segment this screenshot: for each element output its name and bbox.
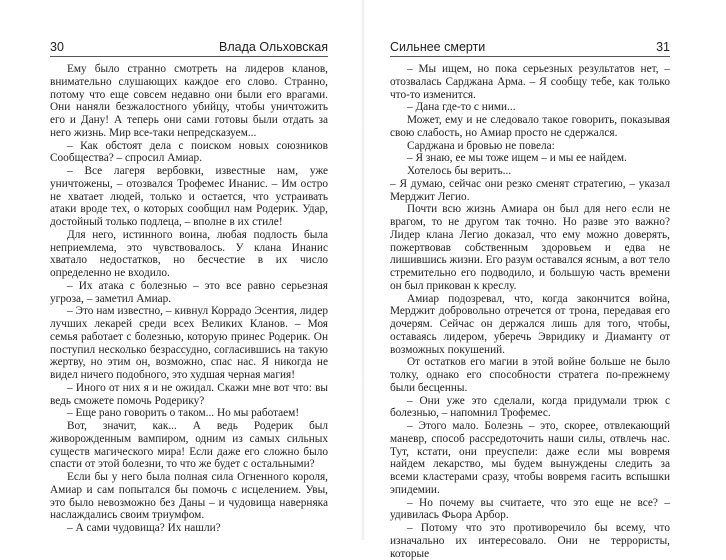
- left-page: [0, 0, 363, 540]
- paragraph: Может, ему и не следовало такое говорить, показывая свою слабость, но Амиар просто не сдержался.: [390, 114, 670, 139]
- paragraph: – А сами чудовища? Их нашли?: [67, 522, 221, 534]
- paragraph: – Еще рано говорить о таком... Но мы работаем!: [67, 407, 300, 420]
- paragraph: Ему было странно смотреть на лидеров кланов, внимательно слушающих каждое его слово. Странно, потому что еще совсем недавно они были его врагами. Они наняли безжалостного убийцу, чтобы уничтожить его и Дану! А теперь они сами готовы были отдать за него жизнь. Мир все-таки непредсказуем...: [50, 63, 328, 139]
- paragraph: – Это нам известно, – кивнул Коррадо Эсентия, лидер лучших лекарей среди всех Великих Кланов. – Моя семья работает с болезнью, которую принес Родерик. Он поступил несколько безрассудно, согласившись на такую жертву, но этим он, возможно, спас нас. Я никогда не видел ничего подобного, это худшая черная магия!: [50, 305, 328, 381]
- body-text: [50, 63, 328, 535]
- paragraph: – Они уже это сделали, когда придумали трюк с болезнью, – напомнил Трофемес.: [390, 394, 670, 420]
- paragraph: Для него, истинного воина, любая подлость была неприемлема, это чувствовалось. У клана Инанис хватало недостатков, но бесчестие в их число определенно не входило.: [50, 228, 328, 279]
- paragraph: – Потому что это противоречило бы всему, что изначально их интересовало. Они не террористы, которые: [390, 522, 670, 560]
- paragraph: – Но почему вы считаете, что это еще не все? – удивилась Фьора Арбор.: [390, 496, 670, 522]
- paragraph: Почти всю жизнь Амиара он был для него если не врагом, то не другом так точно. Но разве это важно? Лидер клана Легио доказал, что ему можно доверять, пожертвовав собственным здоровьем и едва не лишившись жизни. Его разум оставался ясным, а вот тело стремительно его подводило, и большую часть времени он был прикован к креслу.: [390, 203, 670, 292]
- running-head-title: Сильнее смерти: [390, 40, 486, 54]
- page-number: 30: [50, 40, 64, 54]
- paragraph: – Я думаю, сейчас они резко сменят стратегию, – указал Мерджит Легио.: [390, 177, 670, 203]
- paragraph: – Этого мало. Болезнь – это, скорее, отвлекающий маневр, способ рассредоточить наши силы, отвлечь нас. Тут, кстати, они преуспели: даже если мы вовремя найдем лекарство, мы будем вынуждены следить за всеми кластерами сразу, чтобы вовремя гасить вспышки эпидемии.: [390, 420, 670, 496]
- paragraph: – Я знаю, ее мы тоже ищем – и мы ее найдем.: [407, 152, 627, 165]
- paragraph: – Все лагеря вербовки, известные нам, уже уничтожены, – отозвался Трофемес Инанис. – Им остро не хватает людей, только и остается, что устраивать атаки вроде тех, о которых сообщил нам Родерик. Удар, достойный только подлеца, – вполне в их стиле!: [50, 165, 328, 228]
- right-page: [363, 0, 726, 560]
- paragraph: Вот, значит, как... А ведь Родерик был живорожденным вампиром, одним из самых сильных существ магического мира! Если даже его сложно было спасти от этой болезни, то что же будет с остальными?: [50, 420, 328, 471]
- header-rule: [390, 56, 670, 57]
- paragraph: Сарджана и бровью не повела:: [407, 139, 555, 152]
- paragraph: Амиар подозревал, что, когда закончится война, Мерджит добровольно отречется от трона, передавая его дочерям. Сейчас он держался лишь для того, чтобы, оставаясь лидером, уберечь Эвридику и Диаманту от возможных покушений.: [390, 292, 670, 356]
- left-page-header: [50, 40, 328, 54]
- body-text: [390, 63, 670, 560]
- paragraph: – Иного от них я и не ожидал. Скажи мне вот что: вы ведь сможете помочь Родерику?: [50, 381, 328, 407]
- paragraph: – Мы ищем, но пока серьезных результатов нет, – отозвалась Сарджана Арма. – Я сообщу тебе, как только что-то изменится.: [390, 63, 670, 101]
- page-number: 31: [656, 40, 670, 54]
- paragraph: – Как обстоят дела с поиском новых союзников Сообщества? – спросил Амиар.: [50, 139, 328, 165]
- running-head-author: Влада Ольховская: [219, 40, 328, 54]
- paragraph: От остатков его магии в этой войне больше не было толку, однако его способности стратега по-прежнему были бесценны.: [390, 356, 670, 394]
- paragraph: – Дана где-то с ними...: [407, 101, 516, 114]
- paragraph: Хотелось бы верить...: [407, 165, 512, 177]
- header-rule: [50, 56, 328, 57]
- paragraph: – Их атака с болезнью – это все равно серьезная угроза, – заметил Амиар.: [50, 279, 328, 305]
- right-page-header: [390, 40, 670, 54]
- paragraph: Если бы у него была полная сила Огненного короля, Амиар и сам попытался бы помочь с исцелением. Увы, это было невозможно без Даны – и чудовища наверняка наслаждались своим триумфом.: [50, 471, 328, 522]
